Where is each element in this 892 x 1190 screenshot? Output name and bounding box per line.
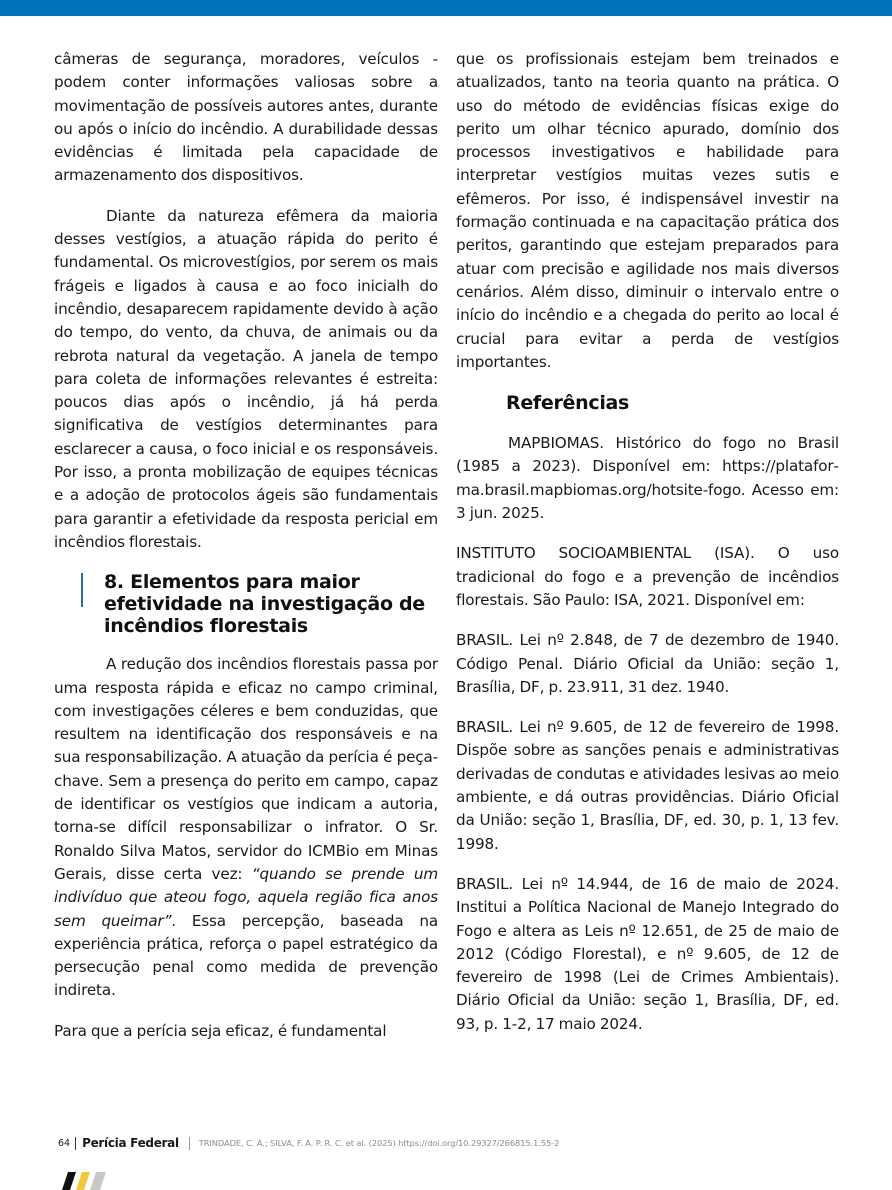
body-paragraph: Para que a perícia seja eficaz, é fundamental (54, 1021, 387, 1040)
body-paragraph: câmeras de segurança, moradores, veículos - podem conter informações valiosas sobre a movimentação de possíveis autores antes, durante ou após o início do incêndio. A durabilidade dessas evidências é limitada pela capacidade de armazenamento dos dispositivos. (54, 50, 438, 185)
heading-accent-bar (81, 573, 83, 607)
quote-text: “quando se prende um indivíduo que ateou fogo, aquela região fica anos sem queimar” (54, 864, 438, 930)
page-footer (58, 1135, 559, 1151)
paragraph-text: . Essa percepção, baseada na experiência prática, reforça o papel estratégico da persecução penal como medida de prevenção indireta. (54, 911, 439, 1000)
page-number: 64 (58, 1137, 71, 1149)
reference-item: BRASIL. Lei nº 9.605, de 12 de fevereiro de 1998. Dispõe sobre as sanções penais e administrativas derivadas de condutas e atividades lesivas ao meio ambiente, e dá outras providências. Diário Oficial da União: seção 1, Brasília, DF, ed. 30, p. 1, 13 fev. 1998. (456, 718, 839, 853)
references-heading: Referências (506, 392, 630, 415)
journal-logo-icon (62, 1172, 110, 1190)
body-paragraph: que os profissionais estejam bem treinados e atualizados, tanto na teoria quanto na prática. O uso do método de evidências físicas exige do perito um olhar técnico apurado, domínio dos processos investigativos e habilidade para interpretar vestígios muitas vezes sutis e efêmeros. Por isso, é indispensável investir na formação continuada e na capacitação prática dos peritos, garantindo que estejam preparados para atuar com precisão e agilidade nos mais diversos cenários. Além disso, diminuir o intervalo entre o início do incêndio e a chegada do perito ao local é crucial para evitar a perda de vestígios importantes. (456, 50, 839, 371)
reference-item: INSTITUTO SOCIOAMBIENTAL (ISA). O uso tradicional do fogo e a prevenção de incêndios florestais. São Paulo: ISA, 2021. Disponível em: (456, 544, 839, 609)
left-column (54, 48, 438, 1060)
paragraph-text: A redução dos incêndios florestais passa por uma resposta rápida e eficaz no campo criminal, com investigações céleres e bem conduzidas, que resultem na identificação dos responsáveis e na sua responsabilização. A atuação da perícia é peça-chave. Sem a presença do perito em campo, capaz de identificar os vestígios que indicam a autoria, torna-se difícil responsabilizar o infrator. O Sr. Ronaldo Silva Matos, servidor do ICMBio em Minas Gerais, disse certa vez: (54, 655, 438, 883)
reference-item: MAPBIOMAS. Histórico do fogo no Brasil (1985 a 2023). Disponível em: https://plataforma.brasil.mapbiomas.org/hotsite-fogo. Acesso em: 3 jun. 2025. (456, 434, 839, 523)
section-heading (54, 571, 438, 637)
body-paragraph (54, 653, 438, 1002)
body-paragraph: Diante da natureza efêmera da maioria desses vestígios, a atuação rápida do perito é fundamental. Os microvestígios, por serem os mais frágeis e ligados à causa e ao foco inicialh do incêndio, desaparecem rapidamente devido à ação do tempo, do vento, da chuva, de animais ou da rebrota natural da vegetação. A janela de tempo para coleta de informações relevantes é estreita: poucos dias após o incêndio, já há perda significativa de vestígios determinantes para esclarecer a causa, o foco inicial e os responsáveis. Por isso, a pronta mobilização de equipes técnicas e a adoção de protocolos ágeis são fundamentais para garantir a efetividade da resposta pericial em incêndios florestais. (54, 206, 438, 551)
section-heading-text: 8. Elementos para maior efetividade na investigação de incêndios florestais (104, 571, 425, 638)
footer-divider (189, 1137, 190, 1150)
header-color-bar (0, 0, 892, 16)
footer-divider (75, 1137, 76, 1150)
journal-name: Perícia Federal (82, 1136, 179, 1150)
right-column (456, 48, 839, 1053)
reference-item: BRASIL. Lei nº 14.944, de 16 de maio de 2024. Institui a Política Nacional de Manejo Integrado do Fogo e altera as Leis nº 12.651, de 25 de maio de 2012 (Código Florestal), e nº 9.605, de 12 de fevereiro de 1998 (Lei de Crimes Ambientais). Diário Oficial da União: seção 1, Brasília, DF, ed. 93, p. 1-2, 17 maio 2024. (456, 874, 839, 1033)
reference-item: BRASIL. Lei nº 2.848, de 7 de dezembro de 1940. Código Penal. Diário Oficial da União: seção 1, Brasília, DF, p. 23.911, 31 dez. 1940. (456, 631, 839, 696)
citation-doi: TRINDADE, C. A.; SILVA, F. A. P. R. C. et al. (2025) https://doi.org/10.29327/266815.1.55-2 (198, 1138, 560, 1148)
